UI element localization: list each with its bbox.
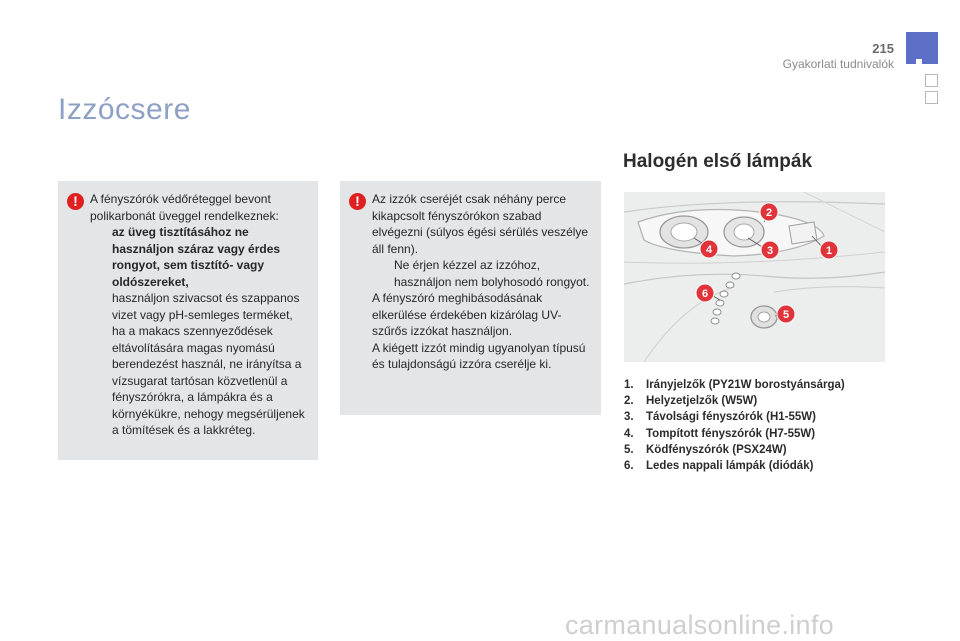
legend-item xyxy=(624,442,845,458)
legend-item xyxy=(624,377,845,393)
watermark: carmanualsonline.info xyxy=(565,610,834,640)
callout-4-label: 4 xyxy=(705,244,713,256)
warning-bullet xyxy=(90,323,310,439)
legend-text: Ledes nappali lámpák (diódák) xyxy=(646,460,814,473)
warning-paragraph: A fényszóró meghibásodásának elkerülése érdekében kizárólag UV-szűrős izzókat használjon. xyxy=(372,291,562,338)
warning-bullet-text: használjon szivacsot és szappanos vizet vagy pH-semleges terméket, xyxy=(112,291,300,322)
legend-text: Irányjelzők (PY21W borostyánsárga) xyxy=(646,379,845,391)
callout-5-label: 5 xyxy=(782,309,790,321)
warning-icon: ! xyxy=(67,193,84,210)
warning-icon: ! xyxy=(349,193,366,210)
legend-number: 3. xyxy=(624,411,634,424)
chapter-tab-block xyxy=(906,32,938,64)
legend-text: Távolsági fényszórók (H1-55W) xyxy=(646,411,816,424)
legend-number: 4. xyxy=(624,427,634,440)
warning-intro: A fényszórók védőréteggel bevont polikarbonát üveggel rendelkeznek: xyxy=(90,192,279,223)
legend-item xyxy=(624,393,845,409)
callout-2-label: 2 xyxy=(765,207,773,219)
warning-intro: Az izzók cseréjét csak néhány perce kikapcsolt fényszórókon szabad elvégezni (súlyos égési sérülés veszélye áll fenn). xyxy=(372,192,589,256)
page-title: Izzócsere xyxy=(58,93,191,126)
chapter-tab-empty-1 xyxy=(925,74,938,87)
legend-number: 2. xyxy=(624,395,634,408)
chapter-tab-empty-2 xyxy=(925,91,938,104)
legend-item xyxy=(624,458,845,474)
callout-3-label: 3 xyxy=(766,245,774,257)
page-number: 215 xyxy=(872,41,894,56)
legend-item xyxy=(624,426,845,442)
warning-bullet xyxy=(90,224,310,290)
legend-text: Tompított fényszórók (H7-55W) xyxy=(646,427,816,440)
legend-number: 6. xyxy=(624,460,634,473)
warning-box-bulb-handling xyxy=(340,181,601,415)
legend-number: 5. xyxy=(624,443,634,456)
warning-bullet-text: az üveg tisztításához ne használjon száraz vagy érdes rongyot, sem tisztító- vagy oldószereket, xyxy=(112,225,281,289)
warning-bullet-text: Ne érjen kézzel az izzóhoz, használjon nem bolyhosodó rongyot. xyxy=(394,258,590,289)
legend-number: 1. xyxy=(624,379,634,391)
warning-box-polycarbonate xyxy=(58,181,318,460)
callout-1-label: 1 xyxy=(825,245,833,257)
headlamp-diagram xyxy=(624,192,885,362)
warning-bullet xyxy=(372,257,593,290)
bulb-legend xyxy=(624,377,845,474)
warning-bullet-text: ha a makacs szennyeződések eltávolítására magas nyomású berendezést használ, ne irányítsa a vízsugarat tartósan közvetlenül a fényszórókra, a lámpákra és a környékükre, nehogy megsérüljenek a tömítések és a lakkréteg. xyxy=(112,324,305,437)
legend-text: Helyzetjelzők (W5W) xyxy=(646,395,758,408)
callout-6-label: 6 xyxy=(701,288,709,300)
legend-item xyxy=(624,409,845,425)
warning-paragraph: A kiégett izzót mindig ugyanolyan típusú és tulajdonságú izzóra cserélje ki. xyxy=(372,340,586,371)
chapter-tab-marker xyxy=(916,59,922,65)
warning-bullet xyxy=(90,290,310,323)
halogen-heading: Halogén első lámpák xyxy=(623,151,813,172)
section-title: Gyakorlati tudnivalók xyxy=(782,57,894,71)
legend-text: Ködfényszórók (PSX24W) xyxy=(646,443,787,456)
